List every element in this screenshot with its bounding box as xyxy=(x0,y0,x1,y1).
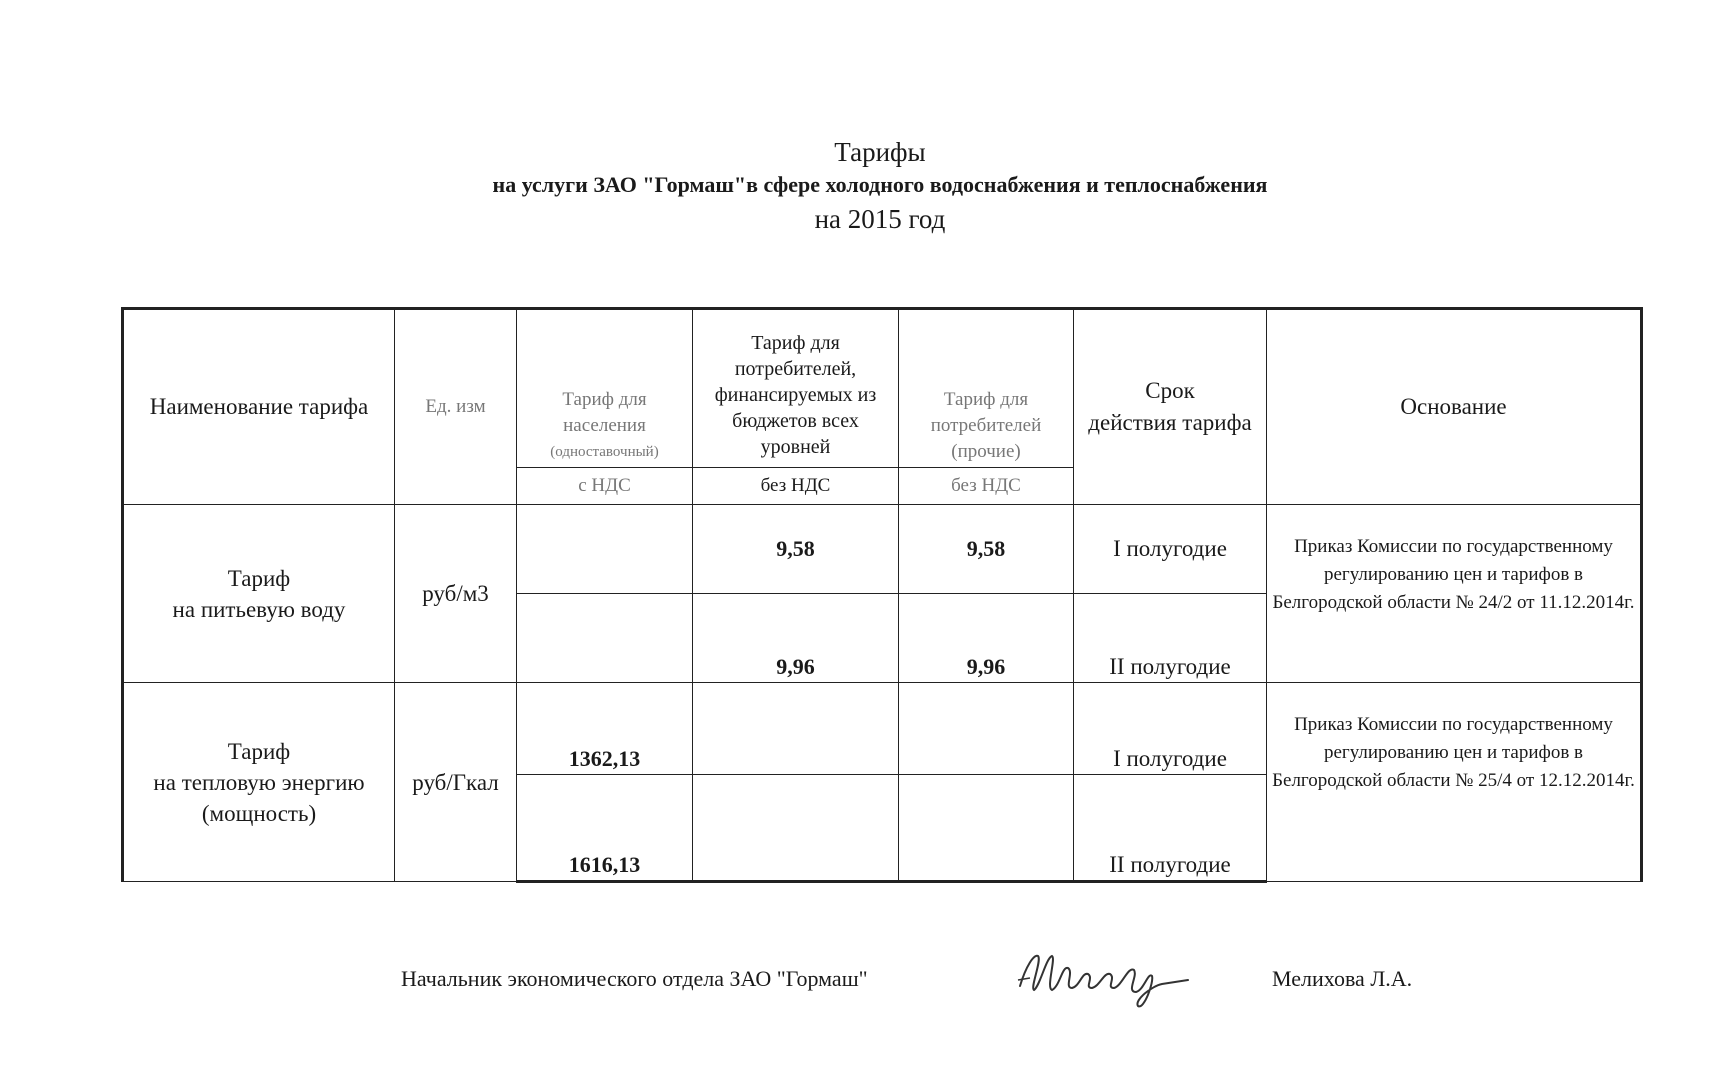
header-basis: Основание xyxy=(1267,309,1642,505)
row-heat-p1-term: I полугодие xyxy=(1074,683,1267,775)
signer-position: Начальник экономического отдела ЗАО "Гормаш" xyxy=(401,966,868,991)
row-heat-name-line3: (мощность) xyxy=(201,800,317,826)
row-heat-p1-population: 1362,13 xyxy=(517,683,693,775)
row-heat-p2-budget xyxy=(693,775,899,882)
row-water-p2-other: 9,96 xyxy=(899,594,1074,683)
row-water-name xyxy=(123,505,395,683)
header-other-line1: Тариф для xyxy=(943,389,1029,410)
subheader-other: без НДС xyxy=(899,468,1074,505)
tariff-table xyxy=(121,307,1643,883)
header-population-line3: (одноставочный) xyxy=(550,444,659,460)
row-heat-basis: Приказ Комиссии по государственному регулированию цен и тарифов в Белгородской области № 25/4 от 12.12.2014г. xyxy=(1267,683,1642,882)
row-water-unit: руб/м3 xyxy=(395,505,517,683)
row-heat-p1-other xyxy=(899,683,1074,775)
row-water-p2-budget: 9,96 xyxy=(693,594,899,683)
row-water-name-line1: Тариф xyxy=(227,565,291,591)
row-heat-unit: руб/Гкал xyxy=(395,683,517,882)
header-other xyxy=(899,309,1074,468)
header-other-line3: (прочие) xyxy=(951,441,1021,462)
row-heat-name xyxy=(123,683,395,882)
header-term-line1: Срок xyxy=(1145,378,1195,403)
signer-name: Мелихова Л.А. xyxy=(1272,966,1413,991)
row-water-name-line2: на питьевую воду xyxy=(172,596,346,622)
table-row xyxy=(123,505,1642,594)
row-heat-p1-budget xyxy=(693,683,899,775)
row-water-p1-budget: 9,58 xyxy=(693,505,899,594)
header-term-line2: действия тарифа xyxy=(1088,410,1252,435)
header-unit: Ед. изм xyxy=(395,309,517,505)
header-population xyxy=(517,309,693,468)
row-water-p2-population xyxy=(517,594,693,683)
row-heat-p2-population: 1616,13 xyxy=(517,775,693,882)
header-population-line2: населения xyxy=(563,415,646,436)
header-name: Наименование тарифа xyxy=(123,309,395,505)
signature-image xyxy=(1012,936,1232,1016)
table-row xyxy=(123,683,1642,775)
row-water-p1-population xyxy=(517,505,693,594)
title-line-1: Тарифы xyxy=(834,137,926,167)
row-water-p1-other: 9,58 xyxy=(899,505,1074,594)
header-row xyxy=(123,309,1642,468)
header-other-line2: потребителей xyxy=(930,415,1042,436)
header-population-line1: Тариф для xyxy=(562,389,647,410)
row-water-p1-term: I полугодие xyxy=(1074,505,1267,594)
title-line-2: на услуги ЗАО "Гормаш"в сфере холодного водоснабжения и теплоснабжения xyxy=(492,172,1268,197)
header-term xyxy=(1074,309,1267,505)
row-water-p2-term: II полугодие xyxy=(1074,594,1267,683)
title-line-3: на 2015 год xyxy=(814,204,946,234)
row-heat-p2-other xyxy=(899,775,1074,882)
subheader-population: с НДС xyxy=(517,468,693,505)
row-water-basis: Приказ Комиссии по государственному регулированию цен и тарифов в Белгородской области № 24/2 от 11.12.2014г. xyxy=(1267,505,1642,683)
subheader-budget: без НДС xyxy=(693,468,899,505)
document-title xyxy=(0,136,1728,237)
header-budget: Тариф для потребителей, финансируемых из бюджетов всех уровней xyxy=(693,309,899,468)
row-heat-name-line2: на тепловую энергию xyxy=(153,769,365,795)
row-heat-p2-term: II полугодие xyxy=(1074,775,1267,882)
row-heat-name-line1: Тариф xyxy=(227,738,291,764)
